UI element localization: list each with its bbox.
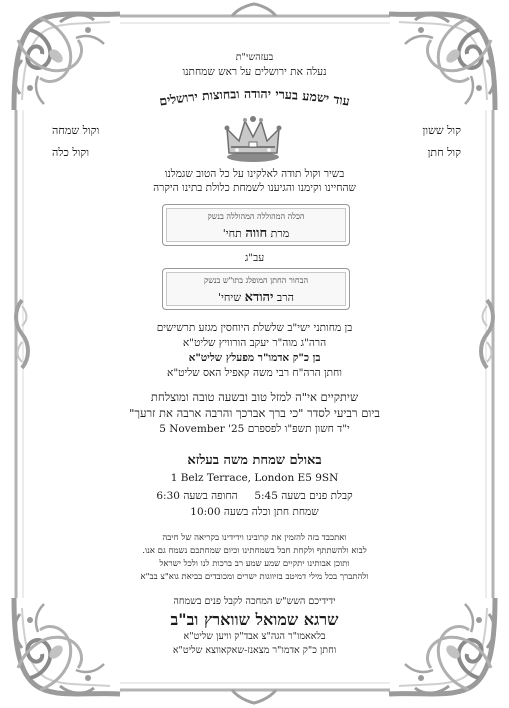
- simcha-line: [40, 506, 469, 518]
- hall-address: [40, 472, 469, 484]
- chuppah-label: החופה בשעה: [183, 490, 238, 502]
- hall-address-text: 1 Belz Terrace, London E5 9SN: [170, 472, 339, 484]
- simcha-time: 10:00: [190, 506, 221, 518]
- english-date: 5 November '25: [159, 423, 245, 435]
- signature-line-4: וחתן כ"ק אדמו"ר מצאנז-שאקאווצא שליט"א: [172, 645, 337, 656]
- signature-line-3: בלאאמו"ר הגה"צ אבד"ק וויען שליט"א: [183, 631, 326, 642]
- lineage-line-4: וחתן הרה"ח רבי משה קאפיל האס שליט"א: [167, 367, 342, 379]
- kol-kalah: וקול כלה: [52, 146, 90, 159]
- invite-line-2: לבוא ולהשתתף ולקחת חבל בשמחתינו וכיום שמחתכם נשמח גם אנו.: [142, 546, 367, 556]
- hall-name: באולם שמחת משה בעלזא: [187, 453, 322, 468]
- groom-name: יהודא: [244, 290, 274, 305]
- lineage-line-3: בן כ"ק אדמו"ר מפעלץ שליט"א: [188, 352, 321, 364]
- svg-text:עוד ישמע בערי יהודה ובחוצות יר: [158, 86, 351, 109]
- ab-g-line: עב"ג: [244, 252, 265, 264]
- times-line: [40, 490, 469, 502]
- besiyata-line: בעזהשי"ת: [235, 52, 274, 63]
- simcha-label: שמחת חתן וכלה בשעה: [223, 506, 319, 518]
- thanks-line-1: בשיר וקול תודה לאלקינו על כל הטוב שגמלנו: [164, 168, 345, 180]
- signature-name: שרגא שמואל שווארץ וב"ב: [170, 610, 339, 629]
- groom-name-prefix: הרב: [276, 291, 294, 304]
- groom-name-line: [163, 289, 349, 305]
- bride-banner: [162, 204, 350, 246]
- thanks-line-2: שהחיינו וקימנו והגיענו לשמחת כלולת בתינו היקרה: [153, 182, 356, 194]
- reception-time: 5:45: [254, 490, 278, 502]
- arc-heading-text: עוד ישמע בערי יהודה ובחוצות ירושלים: [158, 85, 351, 109]
- lineage-line-1: בן מחותני ישי"ב שלשלת היוחסין מגזע תרשישים: [156, 322, 353, 334]
- signature-line-1: ידידיכם השש"ש המחכה לקבל פנים בשמחה: [173, 596, 336, 607]
- kol-simcha: וקול שמחה: [52, 124, 100, 137]
- invite-line-1: ואתכבד בזה להזמין את קרובינו וידידינו בקריאה של חיבה: [162, 533, 347, 543]
- groom-title: הבחור החתן המופלג בתו"ש בנשק: [203, 276, 309, 285]
- invite-line-3: ותוכן אבותינו יתקיים שמע שמע רב ברכות לנו ולכל ישראל: [159, 559, 350, 569]
- chuppah-time: 6:30: [156, 490, 180, 502]
- crown-icon: [223, 113, 283, 165]
- event-line-2: ביום רביעי לסדר "כי ברך אברכך והרבה ארבה את זרעך": [129, 406, 380, 420]
- kol-chasan: קול חתן: [427, 146, 461, 159]
- invite-line-4: ולהתברך בכל מילי דמיטב בזיווגות ישרים ומכובדים בביאת גוא"צ בב"א: [140, 572, 369, 582]
- hebrew-date: י"ד חשון תשפ"ו לפספרם: [247, 423, 350, 435]
- bride-title: הכלה המהוללה המהוללה בנשק: [207, 212, 305, 221]
- bride-name-prefix: מרת: [270, 227, 290, 240]
- lineage-line-2: הרה"ג מוה"ר יעקב הורוויץ שליט"א: [182, 337, 327, 349]
- event-line-1: שיתקיים אי"ה למזל טוב ובשעה טובה ומוצלחת: [150, 390, 359, 404]
- bride-name-line: [163, 225, 349, 241]
- event-date-line: [40, 423, 469, 435]
- groom-banner: [162, 268, 350, 310]
- reception-label: קבלת פנים בשעה: [281, 490, 353, 502]
- bride-suffix: תחי': [222, 227, 242, 240]
- verse-line: נעלה את ירושלים על ראש שמחתנו: [182, 66, 327, 78]
- kol-sason: קול ששון: [422, 124, 461, 137]
- bride-name: חווה: [245, 226, 268, 241]
- groom-suffix: שיחי': [218, 291, 242, 304]
